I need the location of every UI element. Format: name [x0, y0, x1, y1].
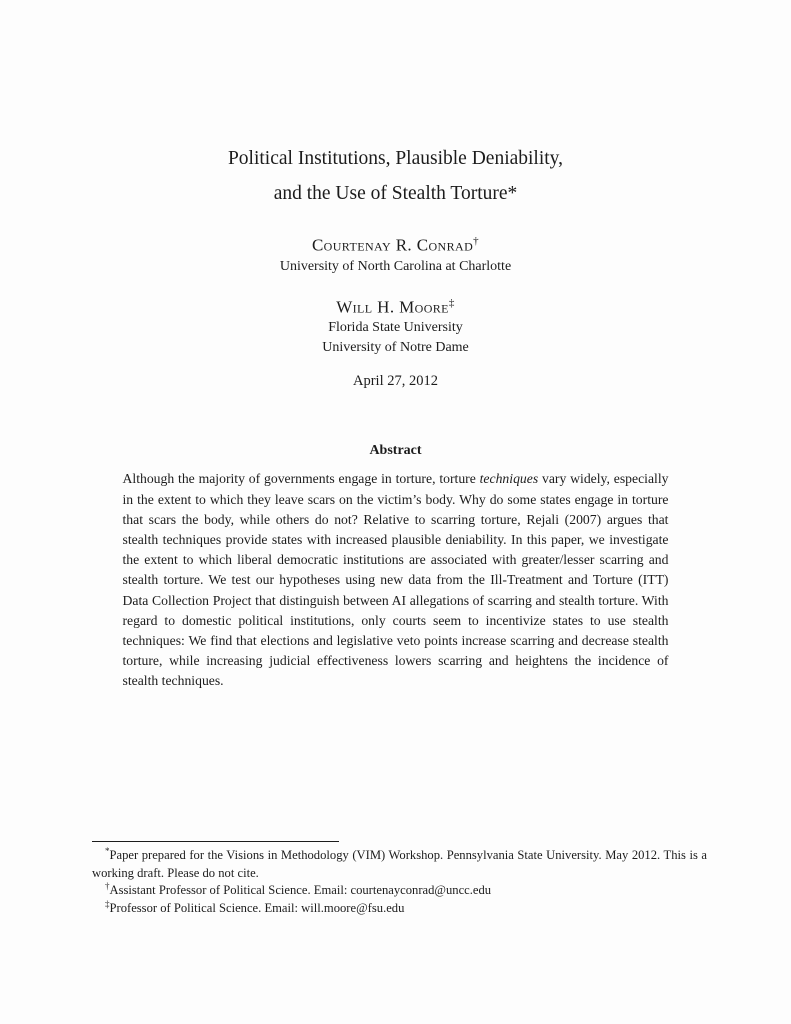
footnote-text: Assistant Professor of Political Science. Email: courtenayconrad@uncc.edu — [109, 883, 492, 898]
footnote-conrad — [92, 882, 707, 900]
author-block-conrad — [0, 230, 791, 277]
footnote-block — [92, 841, 707, 917]
paper-title-line1: Political Institutions, Plausible Deniability, — [227, 148, 564, 169]
paper-title-line2: and the Use of Stealth Torture* — [273, 183, 518, 204]
author-name-text: Courtenay R. Conrad — [311, 235, 474, 255]
abstract-heading: Abstract — [369, 443, 422, 459]
author-affiliation: University of Notre Dame — [322, 340, 469, 356]
author-name-conrad — [0, 230, 791, 257]
footnote-text: Professor of Political Science. Email: will.moore@fsu.edu — [109, 900, 405, 915]
footnote-text: Paper prepared for the Visions in Methodology (VIM) Workshop. Pennsylvania State University. May 2012. This is a working draft. Please do not cite. — [92, 848, 707, 880]
author-marker-dagger: † — [473, 235, 480, 247]
author-marker-double-dagger: ‡ — [448, 296, 455, 309]
paper-date: April 27, 2012 — [353, 373, 438, 390]
abstract-part1: Although the majority of governments engage in torture, torture — [122, 471, 480, 487]
footnote-paper-note — [92, 847, 707, 882]
footnote-moore — [92, 900, 707, 918]
author-block-moore — [0, 292, 791, 359]
author-name-text: Will H. Moore — [336, 297, 449, 317]
abstract-part2: vary widely, especially in the extent to which they leave scars on the victim’s body. Why do some states engage in torture that scars the body, while others do not? Relative to scarring torture, Rejali (2007) argues that stealth techniques provide states with increased plausible deniability. In this paper, we investigate the extent to which liberal democratic institutions are associated with greater/lesser scarring and stealth torture. We test our hypotheses using new data from the Ill-Treatment and Torture (ITT) Data Collection Project that distinguish between AI allegations of scarring and stealth torture. With regard to domestic political institutions, only courts seem to incentivize states to use stealth techniques: We find that elections and legislative veto points increase scarring and decrease stealth torture, while increasing judicial effectiveness lowers scarring and heightens the incidence of stealth techniques. — [122, 471, 669, 689]
footnote-marker-dagger: † — [105, 881, 110, 891]
footnote-rule — [92, 841, 339, 842]
abstract-text — [123, 469, 669, 691]
author-affiliation: University of North Carolina at Charlotte — [279, 258, 512, 274]
author-affiliation: Florida State University — [328, 320, 463, 336]
author-name-moore — [0, 292, 791, 319]
abstract-italic-word: techniques — [479, 471, 539, 487]
footnote-marker-double-dagger: ‡ — [105, 898, 110, 909]
footnote-marker-asterisk: * — [105, 845, 110, 856]
paper-title — [0, 0, 791, 211]
